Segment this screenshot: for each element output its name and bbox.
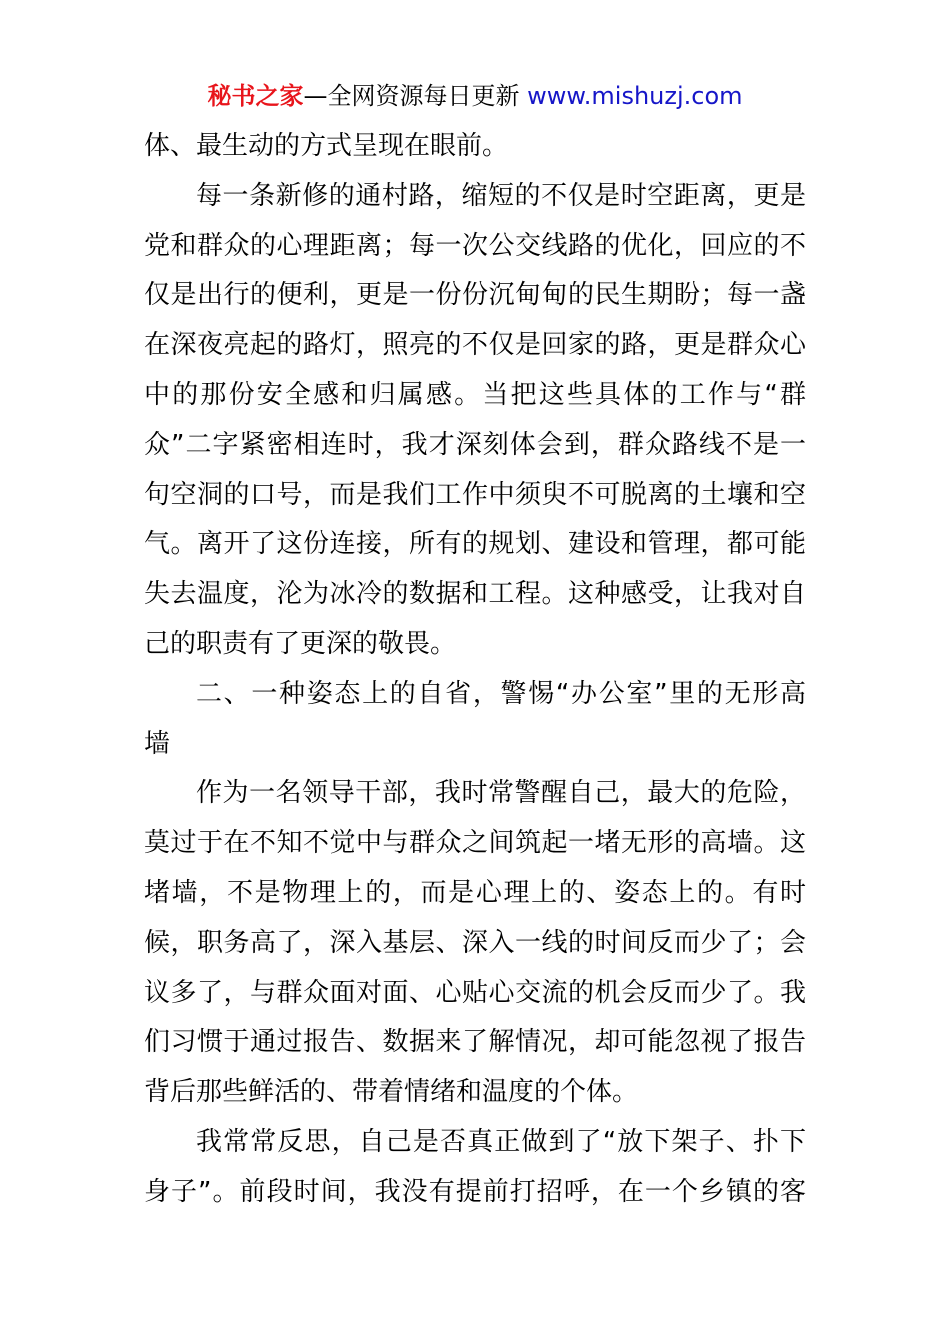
text-line: 失去温度，沦为冰冷的数据和工程。这种感受，让我对自	[144, 579, 806, 610]
text-line: 在深夜亮起的路灯，照亮的不仅是回家的路，更是群众心	[144, 330, 806, 361]
document-body	[144, 129, 806, 1225]
text-line: 气。离开了这份连接，所有的规划、建设和管理，都可能	[144, 529, 806, 560]
text-line: 句空洞的口号，而是我们工作中须臾不可脱离的土壤和空	[144, 479, 806, 510]
site-header	[0, 79, 950, 113]
site-tagline: —全网资源每日更新	[303, 82, 520, 110]
text-line: 莫过于在不知不觉中与群众之间筑起一堵无形的高墙。这	[144, 828, 806, 859]
text-line: 仅是出行的便利，更是一份份沉甸甸的民生期盼；每一盏	[144, 280, 806, 311]
text-line: 们习惯于通过报告、数据来了解情况，却可能忽视了报告	[144, 1027, 806, 1058]
text-line: 墙	[144, 728, 171, 759]
text-line: 候，职务高了，深入基层、深入一线的时间反而少了；会	[144, 927, 806, 958]
text-line: 堵墙，不是物理上的，而是心理上的、姿态上的。有时	[144, 877, 806, 908]
site-url-link[interactable]: www.mishuzj.com	[527, 82, 743, 110]
site-brand: 秘书之家	[207, 82, 304, 110]
text-line: 背后那些鲜活的、带着情绪和温度的个体。	[144, 1077, 639, 1108]
text-line: 众”二字紧密相连时，我才深刻体会到，群众路线不是一	[144, 429, 806, 460]
text-line: 每一条新修的通村路，缩短的不仅是时空距离，更是	[196, 180, 806, 211]
text-line: 二、一种姿态上的自省，警惕“办公室”里的无形高	[196, 678, 806, 709]
text-line: 作为一名领导干部，我时常警醒自己，最大的危险，	[196, 778, 806, 809]
text-line: 己的职责有了更深的敬畏。	[144, 628, 457, 659]
text-line: 党和群众的心理距离；每一次公交线路的优化，回应的不	[144, 230, 806, 261]
text-line: 中的那份安全感和归属感。当把这些具体的工作与“群	[144, 379, 806, 410]
text-line: 我常常反思，自己是否真正做到了“放下架子、扑下	[196, 1126, 806, 1157]
text-line: 身子”。前段时间，我没有提前打招呼，在一个乡镇的客	[144, 1176, 806, 1207]
text-line: 议多了，与群众面对面、心贴心交流的机会反而少了。我	[144, 977, 806, 1008]
text-line: 体、最生动的方式呈现在眼前。	[144, 131, 509, 161]
